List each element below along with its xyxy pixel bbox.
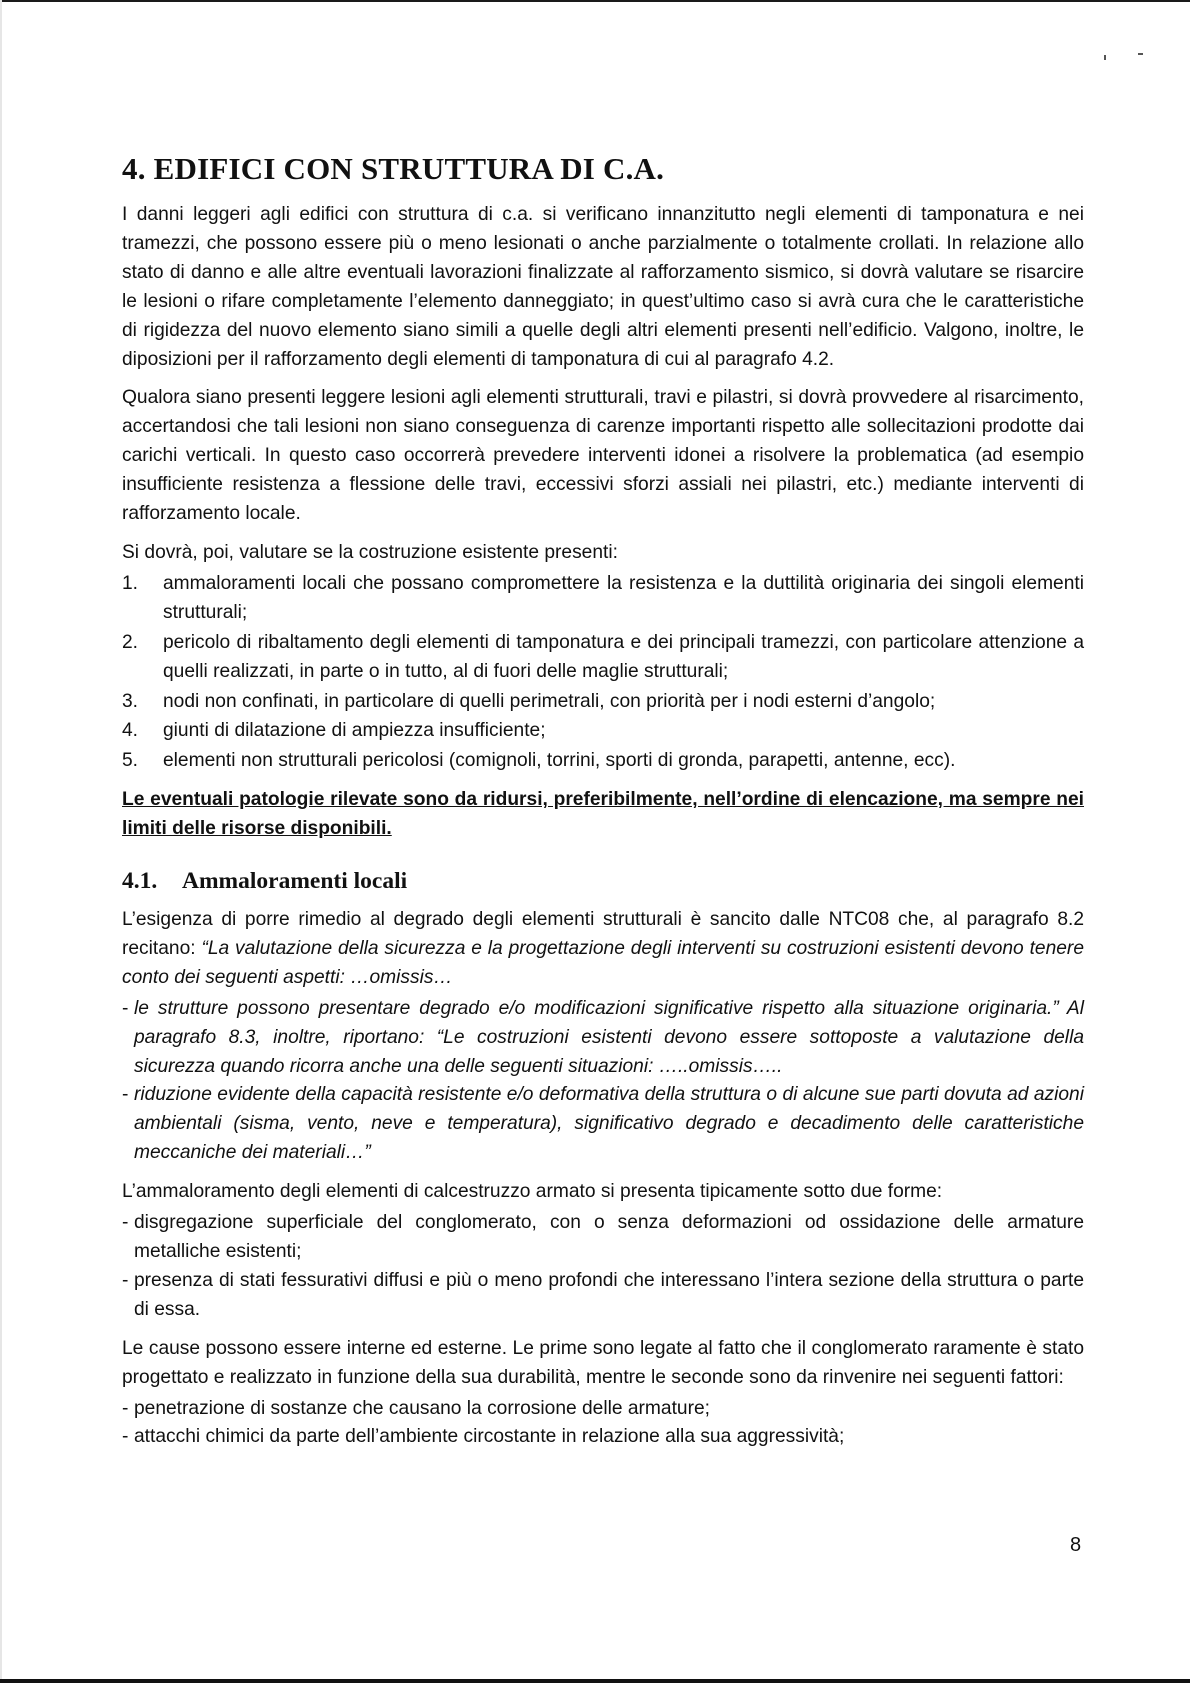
section-title: Ammaloramenti locali [182, 868, 408, 895]
dash-marker: - [122, 1397, 129, 1419]
paragraph-1: I danni leggeri agli edifici con struttura di c.a. si verificano innanzitutto negli elementi di tamponatura e nei tramezzi, che possono essere più o meno lesionati o anche parzialmente o totalmente crollati. In relazione allo stato di danno e alle altre eventuali lavorazioni finalizzate al rafforzamento sismico, si dovrà valutare se risarcire le lesioni o rifare completamente l’elemento danneggiato; in quest’ultimo caso si avrà cura che le caratteristiche di rigidezza del nuovo elemento siano simili a quelle degli altri elementi presenti nell’edificio. Valgono, inoltre, le diposizioni per il rafforzamento degli elementi di tamponatura di cui al paragrafo 4.2. [122, 204, 1084, 370]
paragraph-4 [122, 906, 1084, 993]
dash-marker: - [122, 997, 129, 1019]
list-number: 2. [122, 631, 139, 653]
list-item [122, 570, 1084, 628]
section-number: 4.1. [122, 868, 158, 895]
bold-underlined-note: Le eventuali patologie rilevate sono da ridursi, preferibilmente, nell’ordine di elencazione, ma sempre nei limiti delle risorse disponibili. [122, 789, 1084, 840]
dash-marker: - [122, 1269, 129, 1291]
paragraph-4-intro: L’esigenza di porre rimedio al degrado degli elementi strutturali è sancito dalle NTC08 che, al paragrafo 8.2 recitano: [122, 909, 1084, 959]
list-item [122, 1423, 1084, 1452]
scan-border-bottom [0, 1679, 1190, 1683]
list-item-text: elementi non strutturali pericolosi (comignoli, torrini, sporti di gronda, parapetti, antenne, ecc). [163, 750, 956, 772]
list-item [122, 1081, 1084, 1168]
paragraph-6: Le cause possono essere interne ed esterne. Le prime sono legate al fatto che il conglomerato raramente è stato progettato e realizzato in funzione della sua durabilità, mentre le seconde sono da rinvenire nei seguenti fattori: [122, 1337, 1084, 1388]
list-item-text: disgregazione superficiale del conglomerato, con o senza deformazioni od ossidazione delle armature metalliche esistenti; [134, 1212, 1084, 1262]
list-item [122, 688, 1084, 717]
list-item [122, 1209, 1084, 1267]
list-item [122, 717, 1084, 746]
list-item-text: giunti di dilatazione di ampiezza insufficiente; [163, 720, 546, 742]
list-number: 5. [122, 750, 139, 772]
paragraph-4-quote: “La valutazione della sicurezza e la progettazione degli interventi su costruzioni esistenti devono tenere conto dei seguenti aspetti: …omissis… [122, 937, 1084, 988]
list-item [122, 747, 1084, 776]
dash-marker: - [122, 1212, 129, 1234]
list-item-text: attacchi chimici da parte dell’ambiente circostante in relazione alla sua aggressività; [134, 1426, 845, 1448]
list-item-text: nodi non confinati, in particolare di quelli perimetrali, con priorità per i nodi esterni d’angolo; [163, 690, 936, 712]
form-list [122, 1209, 1084, 1325]
paragraph-3: Si dovrà, poi, valutare se la costruzione esistente presenti: [122, 541, 618, 563]
list-item-text: ammaloramenti locali che possano compromettere la resistenza e la duttilità originaria dei singoli elementi strutturali; [163, 572, 1084, 623]
list-item-text: penetrazione di sostanze che causano la corrosione delle armature; [134, 1397, 710, 1419]
paragraph-5: L’ammaloramento degli elementi di calcestruzzo armato si presenta tipicamente sotto due forme: [122, 1181, 943, 1203]
scan-mark [1104, 55, 1106, 60]
italic-quote-list [122, 995, 1084, 1168]
list-number: 4. [122, 720, 139, 742]
list-item [122, 629, 1084, 687]
list-number: 1. [122, 572, 139, 594]
scan-border-left [0, 0, 2, 1683]
list-item [122, 995, 1084, 1082]
list-number: 3. [122, 690, 139, 712]
list-item-text: riduzione evidente della capacità resistente e/o deformativa della struttura o di alcune sue parti dovuta ad azioni ambientali (sisma, vento, neve e temperatura), significativo degrado e decadimento delle caratteristiche meccaniche dei materiali…” [134, 1084, 1084, 1164]
scan-mark [1138, 53, 1143, 55]
section-heading [122, 866, 1084, 896]
paragraph-2: Qualora siano presenti leggere lesioni agli elementi strutturali, travi e pilastri, si dovrà provvedere al risarcimento, accertandosi che tali lesioni non siano conseguenza di carenze importanti rispetto alle sollecitazioni prodotte dai carichi verticali. In questo caso occorrerà prevedere interventi idonei a risolvere la problematica (ad esempio insufficiente resistenza a flessione delle travi, eccessivi sforzi assiali nei pilastri, etc.) mediante interventi di rafforzamento locale. [122, 387, 1084, 525]
page-number: 8 [1070, 1534, 1082, 1556]
numbered-list [122, 570, 1084, 776]
chapter-heading: 4. EDIFICI CON STRUTTURA DI C.A. [122, 151, 665, 186]
scan-border-top [0, 0, 1190, 2]
cause-list [122, 1395, 1084, 1453]
list-item-text: pericolo di ribaltamento degli elementi di tamponatura e dei principali tramezzi, con particolare attenzione a quelli realizzati, in parte o in tutto, al di fuori delle maglie strutturali; [163, 631, 1084, 682]
dash-marker: - [122, 1084, 129, 1106]
list-item-text: presenza di stati fessurativi diffusi e più o meno profondi che interessano l’intera sezione della struttura o parte di essa. [134, 1269, 1084, 1320]
list-item [122, 1395, 1084, 1424]
dash-marker: - [122, 1426, 129, 1448]
list-item [122, 1267, 1084, 1325]
document-page [122, 150, 1084, 1462]
list-item-text: le strutture possono presentare degrado e/o modificazioni significative rispetto alla situazione originaria.” Al paragrafo 8.3, inoltre, riportano: “Le costruzioni esistenti devono essere sottoposte a valutazione della sicurezza quando ricorra anche una delle seguenti situazioni: …..omissis….. [134, 997, 1084, 1077]
